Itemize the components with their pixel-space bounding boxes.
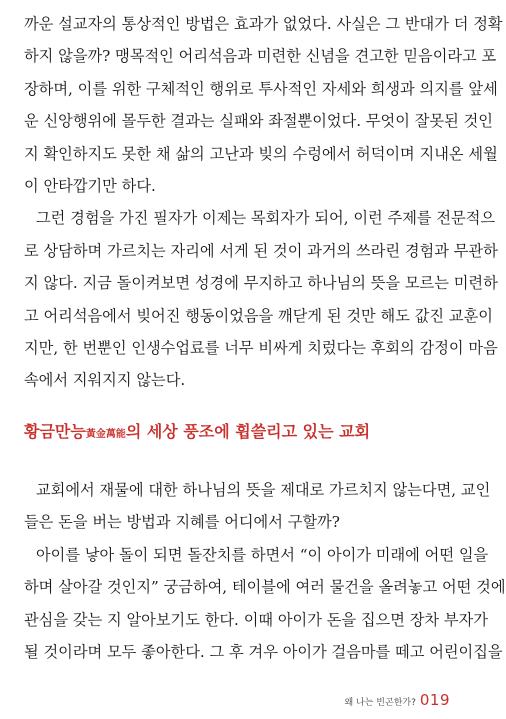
text-line: 하며 살아갈 것인지” 궁금하여, 테이블에 여러 물건을 올려놓고 어떤 것에 — [24, 578, 506, 597]
text-line: 지 않다. 지금 돌이켜보면 성경에 무지하고 하나님의 뜻을 모르는 미련하 — [24, 274, 498, 293]
text-line: 이 안타깝기만 하다. — [24, 176, 156, 195]
heading-hanja: 黃金萬能 — [85, 429, 126, 440]
running-title: 왜 나는 빈곤한가? — [344, 698, 416, 708]
text-line: 아이를 낳아 돌이 되면 돌잔치를 하면서 “이 아이가 미래에 어떤 일을 — [36, 545, 489, 564]
text-line: 운 신앙행위에 몰두한 결과는 실패와 좌절뿐이었다. 무엇이 잘못된 것인 — [24, 112, 493, 131]
text-line: 그런 경험을 가진 필자가 이제는 목회자가 되어, 이런 주제를 전문적으 — [36, 209, 496, 228]
page-number: 019 — [419, 691, 450, 709]
heading-text: 의 세상 풍조에 휩쓸리고 있는 교회 — [125, 422, 371, 441]
text-line: 지 확인하지도 못한 채 삶의 고난과 빚의 수렁에서 허덕이며 지내온 세월 — [24, 144, 498, 163]
heading-text: 황금만능 — [24, 422, 86, 441]
body-text-top — [24, 8, 503, 397]
text-line: 속에서 지워지지 않는다. — [24, 371, 186, 390]
page-footer — [345, 691, 451, 709]
text-line: 교회에서 재물에 대한 하나님의 뜻을 제대로 가르치지 않는다면, 교인 — [36, 481, 491, 499]
text-line: 지만, 한 번뿐인 인생수업료를 너무 비싸게 치렀다는 후회의 감정이 마음 — [24, 338, 498, 357]
text-line: 들은 돈을 버는 방법과 지혜를 어디에서 구할까? — [24, 513, 340, 532]
body-text-bottom — [24, 474, 506, 668]
text-line: 될 것이라며 모두 좋아한다. 그 후 겨우 아이가 걸음마를 떼고 어린이집을 — [24, 642, 503, 661]
text-line: 관심을 갖는 지 알아보기도 한다. 이때 아이가 돈을 집으면 장차 부자가 — [24, 610, 488, 629]
text-line: 까운 설교자의 통상적인 방법은 효과가 없었다. 사실은 그 반대가 더 정확 — [24, 15, 503, 33]
text-line: 고 어리석음에서 빚어진 행동이었음을 깨닫게 된 것만 해도 값진 교훈이 — [24, 306, 493, 325]
section-heading — [24, 419, 370, 442]
text-line: 로 상담하며 가르치는 자리에 서게 된 것이 과거의 쓰라린 경험과 무관하 — [24, 241, 498, 260]
text-line: 장하며, 이를 위한 구체적인 행위로 투사적인 자세와 희생과 의지를 앞세 — [24, 79, 498, 98]
text-line: 하지 않을까? 맹목적인 어리석음과 미련한 신념을 견고한 믿음이라고 포 — [24, 47, 497, 66]
